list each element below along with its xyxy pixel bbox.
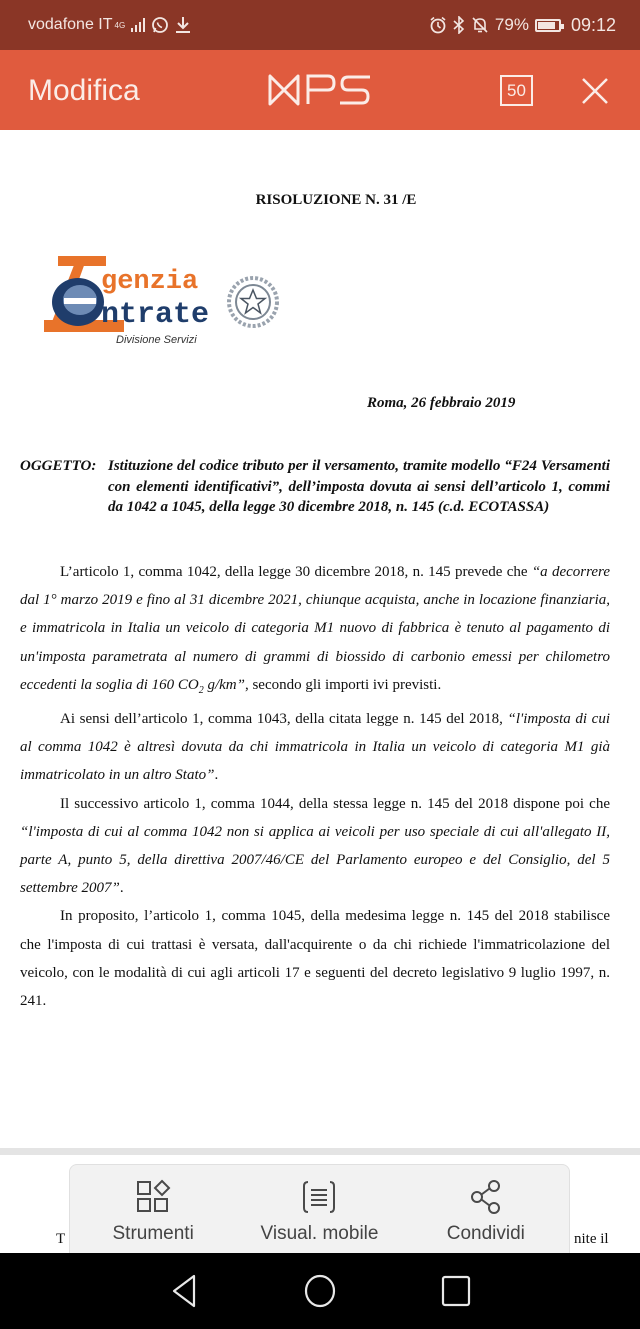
paragraph <box>20 902 610 1015</box>
logo-line-1: genzia <box>101 267 199 297</box>
edit-button[interactable]: Modifica <box>28 74 140 107</box>
paragraph-text: . <box>214 767 219 784</box>
subject-block <box>20 456 610 518</box>
tools-grid-icon <box>135 1179 171 1215</box>
paragraph <box>20 705 610 790</box>
app-bar <box>0 50 640 130</box>
subject-text: Istituzione del codice tributo per il versamento, tramite modello “F24 Versamenti con elementi identificativi”, dell’imposta dovuta ai sensi dell’articolo 1, commi da 1042 a 1045, della legge 30 dicembre 2018, n. 145 (c.d. ECOTASSA) <box>108 458 610 515</box>
next-page-text-fragment: nite il <box>574 1231 609 1247</box>
logo-subtitle: Divisione Servizi <box>116 334 197 345</box>
share-label: Condividi <box>446 1223 525 1244</box>
share-icon <box>468 1179 504 1215</box>
paragraph-text: Ai sensi dell’articolo 1, comma 1043, della citata legge n. 145 del 2018, <box>60 711 508 728</box>
signal-icon <box>131 18 145 32</box>
battery-icon <box>535 19 561 32</box>
carrier-name: vodafone IT <box>28 16 113 33</box>
bluetooth-icon <box>453 16 465 34</box>
agenzia-entrate-logo <box>38 250 288 345</box>
wps-logo <box>268 74 372 106</box>
back-icon[interactable] <box>166 1273 202 1309</box>
subject-label: OGGETTO: <box>20 458 97 474</box>
document-date: Roma, 26 febbraio 2019 <box>367 395 516 411</box>
emblem-icon <box>229 278 277 326</box>
recents-icon[interactable] <box>438 1273 474 1309</box>
close-icon[interactable] <box>580 76 610 106</box>
home-icon[interactable] <box>302 1273 338 1309</box>
paragraph-text: In proposito, l’articolo 1, comma 1045, della medesima legge n. 145 del 2018 stabilisce che l'imposta di cui trattasi è versata, dall'acquirente o da chi richiede l'immatricolazione del veicolo, con le modalità di cui agli articoli 17 e seguenti del decreto legislativo 9 luglio 1997, n. 241. <box>20 908 610 1010</box>
paragraph <box>20 790 610 903</box>
bottom-toolbar <box>69 1164 570 1253</box>
paragraph-text: Il successivo articolo 1, comma 1044, della stessa legge n. 145 del 2018 dispone poi che <box>60 795 610 812</box>
battery-percent: 79% <box>494 15 529 34</box>
quoted-text: “l'imposta di cui al comma 1042 non si applica ai veicoli per uso speciale di cui all'allegato II, parte A, punto 5, della direttiva 2007/46/CE del Parlamento europeo e del Consiglio, del 5 settembre 2007” <box>20 823 610 897</box>
clock: 09:12 <box>570 14 616 35</box>
battery-level <box>538 22 555 29</box>
document-body <box>20 558 610 1015</box>
status-bar <box>0 0 640 50</box>
next-page-text-fragment: T <box>56 1231 66 1247</box>
paragraph-text: . <box>119 880 124 897</box>
mobile-view-label: Visual. mobile <box>260 1223 379 1244</box>
share-button[interactable] <box>403 1165 569 1253</box>
navigation-bar <box>0 1253 640 1329</box>
alarm-icon <box>429 16 447 34</box>
page-separator <box>0 1148 640 1155</box>
network-type: 4G <box>114 20 126 30</box>
tools-label: Strumenti <box>112 1223 194 1244</box>
document-page <box>0 130 640 1150</box>
paragraph-text: L’articolo 1, comma 1042, della legge 30 dicembre 2018, n. 145 prevede che <box>60 564 532 580</box>
paragraph <box>20 558 610 705</box>
download-icon <box>175 16 191 34</box>
logo-line-2: ntrate <box>101 298 210 332</box>
document-title: RISOLUZIONE N. 31 /E <box>255 192 417 208</box>
quoted-text: “a decorrere dal 1° marzo 2019 e fino al 31 dicembre 2021, chiunque acquista, anche in locazione finanziaria, e immatricola in Italia un veicolo di categoria M1 nuovo di fabbrica è tenuto al pagamento di un'imposta parametrata al numero di grammi di biossido di carbonio emessi per chilometro eccedenti la soglia di 160 CO <box>20 564 610 693</box>
quoted-text: g/km” <box>203 676 245 693</box>
mobile-view-button[interactable] <box>236 1165 402 1253</box>
whatsapp-icon <box>151 16 169 34</box>
paragraph-text: , secondo gli importi ivi previsti. <box>244 676 442 693</box>
bell-off-icon <box>471 16 489 34</box>
quoted-text: “l'imposta di cui al comma 1042 è altresì dovuta da chi immatricola in Italia un veicolo di categoria M1 già immatricolato in un altro Stato” <box>20 711 610 784</box>
tools-button[interactable] <box>70 1165 236 1253</box>
subscript: 2 <box>198 684 204 696</box>
mobile-view-icon <box>301 1179 337 1215</box>
page-count-button[interactable]: 50 <box>500 75 533 106</box>
